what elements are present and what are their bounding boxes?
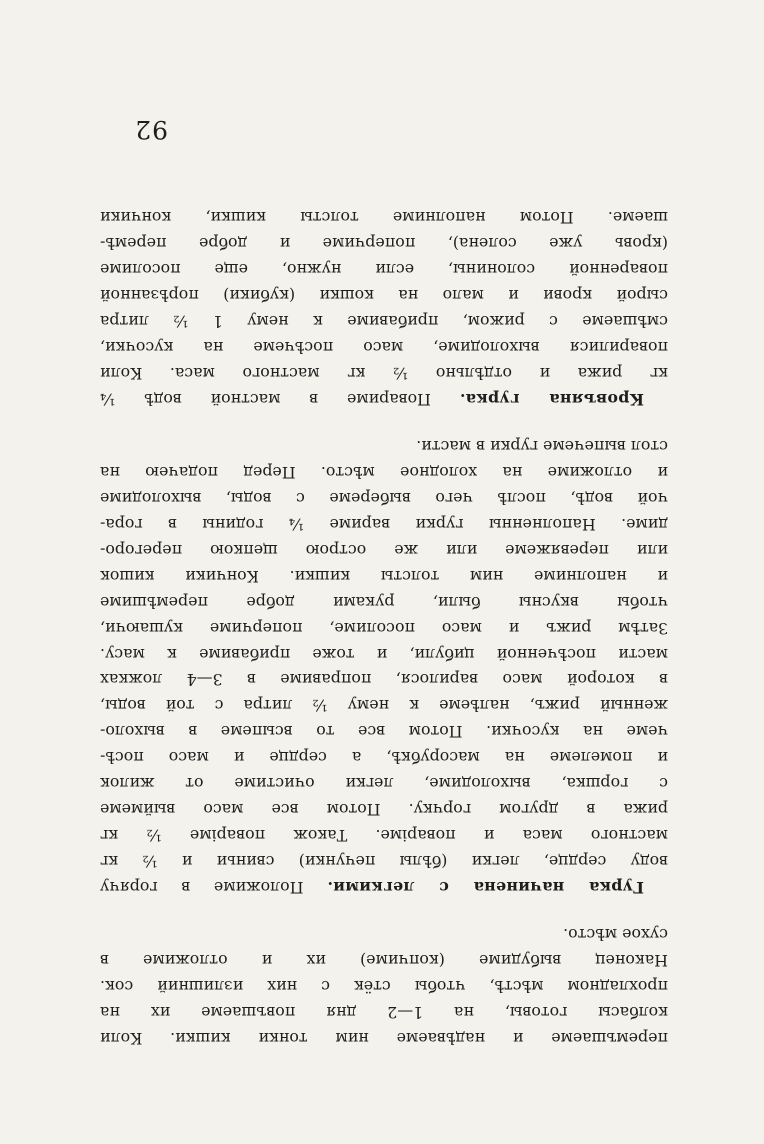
- text-line: кг рижа и отдѣльно ½ кг мастного маса. Коли: [100, 363, 668, 383]
- text-line: рижа в другом горчку. Потом все масо выймеме: [100, 799, 668, 819]
- recipe-title: Кровъяна гурка.: [459, 389, 644, 409]
- text-line: масти посѣченной цибули, и тоже прибавиме к масу.: [100, 644, 668, 664]
- text-line: [100, 874, 668, 900]
- page-number: 92: [134, 115, 168, 144]
- text-line: сырой крови и мало на кошки (кубики) порѣзанной: [100, 285, 668, 305]
- text-line: поварилися выхолодиме, масо посѣчеме на кусочки,: [100, 337, 668, 357]
- text-line: или перевяжеме или же острою щепкою перегоро-: [100, 540, 668, 560]
- recipe-title: Гурка начинена с легкими.: [327, 877, 644, 897]
- text-line: сухое мѣсто.: [563, 925, 668, 945]
- text-line: и наполниме ним толсты кишки. Кончики кишок: [100, 566, 668, 586]
- text-line: Наконец выбудиме (копчиме) их и отложиме в: [100, 951, 668, 971]
- text-line: чтобы вкусны были, руками добре перемѣшиме: [100, 592, 668, 612]
- text-line: женный рижъ, налѣеме к нему ½ литра с той воды,: [100, 696, 668, 716]
- text-line: перемъшаеме и надѣваеме ним тонки кишки. Коли: [100, 1029, 668, 1048]
- text-line: прохладном мѣстѣ, чтобы стёк с них излишний сок.: [100, 977, 668, 997]
- text-run: Повариме в мастной водѣ ¼: [100, 389, 460, 409]
- text-line: с горшка, выхолодиме, легки очистиме от жилок: [100, 773, 668, 793]
- text-line: Затѣм рижъ и масо посолиме, поперчиме кушаючи,: [100, 618, 668, 638]
- page-text: [100, 204, 668, 1051]
- text-line: колбасы готовы, на 1—2 дня повъшаеме их на: [100, 1003, 668, 1023]
- text-run: Положиме в горячу: [100, 877, 328, 897]
- paragraph-gurka-with-lungs: [100, 434, 668, 900]
- text-line: стол выпечеме гурки в масти.: [416, 437, 668, 457]
- text-line: (кровь уже солена), поперчиме и добре перемѣ-: [100, 234, 668, 254]
- text-line: поваренной солонины, если нужно, еще посолиме: [100, 260, 668, 280]
- text-line: мастного маса и поваріме. Також поваріме ½ кг: [100, 825, 668, 845]
- text-line: диме. Наполненны гурки вариме ¼ годины в гора-: [100, 515, 668, 535]
- text-line: и отложиме на холодное мѣсто. Перед подачею на: [100, 463, 668, 483]
- text-line: и помелеме на масорубкѣ, а сердце и масо посѣ-: [100, 748, 668, 768]
- text-line: в которой масо варилося, поправиме в 3—4 ложках: [100, 670, 668, 690]
- text-line: воду сердце, легки (бѣлы печунки) свиньи и ½ кг: [100, 851, 668, 871]
- text-line: чеме на кусочки. Потом все то всыпеме в выхоло-: [100, 722, 668, 742]
- text-line: шаеме. Потом наполниме толсты кишки, кончики: [100, 208, 668, 228]
- text-line: [100, 386, 668, 412]
- paragraph-sausage-ending: [100, 922, 668, 1051]
- paragraph-blood-gurka: [100, 204, 668, 411]
- text-line: чой водѣ, послѣ чего выберeме с воды, выхолодиме: [100, 489, 668, 509]
- text-line: смѣшаеме с рижом, прибавиме к нему 1 ½ литра: [100, 311, 668, 331]
